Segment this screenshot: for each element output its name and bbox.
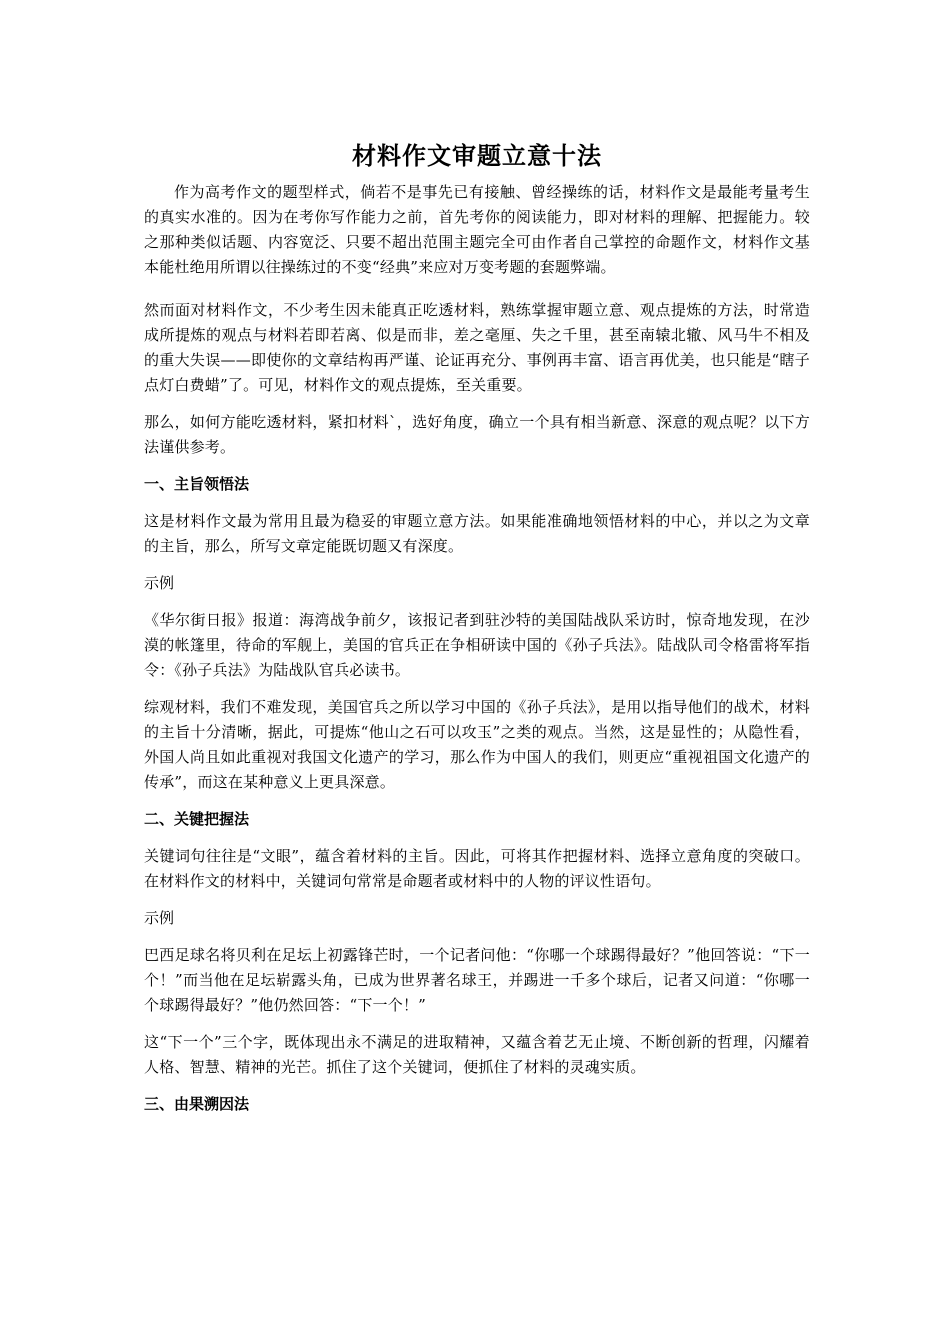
- example-label: 示例: [144, 574, 175, 592]
- intro-paragraph: 作为高考作文的题型样式，倘若不是事先已有接触、曾经操练的话，材料作文是最能考量考生的真实水准的。因为在考你写作能力之前，首先考你的阅读能力，即对材料的理解、把握能力。较之那种类似话题、内容宽泛、只要不超出范围主题完全可由作者自己掌控的命题作文，材料作文基本能杜绝用所谓以往操练过的不变“经典”来应对万变考题的套题弊端。: [144, 183, 810, 276]
- analysis-text: 综观材料，我们不难发现，美国官兵之所以学习中国的《孙子兵法》，是用以指导他们的战术，材料的主旨十分清晰，据此，可提炼“他山之石可以攻玉”之类的观点。当然，这是显性的；从隐性看，外国人尚且如此重视对我国文化遗产的学习，那么作为中国人的我们，则更应“重视祖国文化遗产的传承”，而这在某种意义上更具深意。: [144, 698, 810, 791]
- intro-paragraph: 那么，如何方能吃透材料，紧扣材料`，选好角度，确立一个具有相当新意、深意的观点呢？以下方法谨供参考。: [144, 413, 810, 456]
- analysis-text: 这“下一个”三个字，既体现出永不满足的进取精神，又蕴含着艺无止境、不断创新的哲理，闪耀着人格、智慧、精神的光芒。抓住了这个关键词，便抓住了材料的灵魂实质。: [144, 1033, 810, 1076]
- section-heading: 一、主旨领悟法: [144, 475, 250, 493]
- example-text: 《华尔街日报》报道：海湾战争前夕，该报记者到驻沙特的美国陆战队采访时，惊奇地发现，在沙漠的帐篷里，待命的军舰上，美国的官兵正在争相研读中国的《孙子兵法》。陆战队司令格雷将军指令：《孙子兵法》为陆战队官兵必读书。: [144, 611, 810, 679]
- example-text: 巴西足球名将贝利在足坛上初露锋芒时，一个记者问他：“你哪一个球踢得最好？”他回答说：“下一个！”而当他在足坛崭露头角，已成为世界著名球王，并踢进一千多个球后，记者又问道：“你哪一个球踢得最好？”他仍然回答：“下一个！”: [144, 946, 810, 1014]
- section-description: 这是材料作文最为常用且最为稳妥的审题立意方法。如果能准确地领悟材料的中心，并以之为文章的主旨，那么，所写文章定能既切题又有深度。: [144, 512, 810, 555]
- section-heading: 三、由果溯因法: [144, 1095, 250, 1113]
- example-label: 示例: [144, 909, 175, 927]
- document-title: 材料作文审题立意十法: [352, 141, 602, 170]
- section-heading: 二、关键把握法: [144, 810, 250, 828]
- document-page: [144, 138, 810, 1129]
- section-description: 关键词句往往是“文眼”，蕴含着材料的主旨。因此，可将其作把握材料、选择立意角度的突破口。在材料作文的材料中，关键词句常常是命题者或材料中的人物的评议性语句。: [144, 847, 810, 890]
- intro-paragraph: 然而面对材料作文，不少考生因未能真正吃透材料，熟练掌握审题立意、观点提炼的方法，时常造成所提炼的观点与材料若即若离、似是而非，差之毫厘、失之千里，甚至南辕北辙、风马牛不相及的重大失误——即使你的文章结构再严谨、论证再充分、事例再丰富、语言再优美，也只能是“瞎子点灯白费蜡”了。可见，材料作文的观点提炼，至关重要。: [144, 301, 810, 394]
